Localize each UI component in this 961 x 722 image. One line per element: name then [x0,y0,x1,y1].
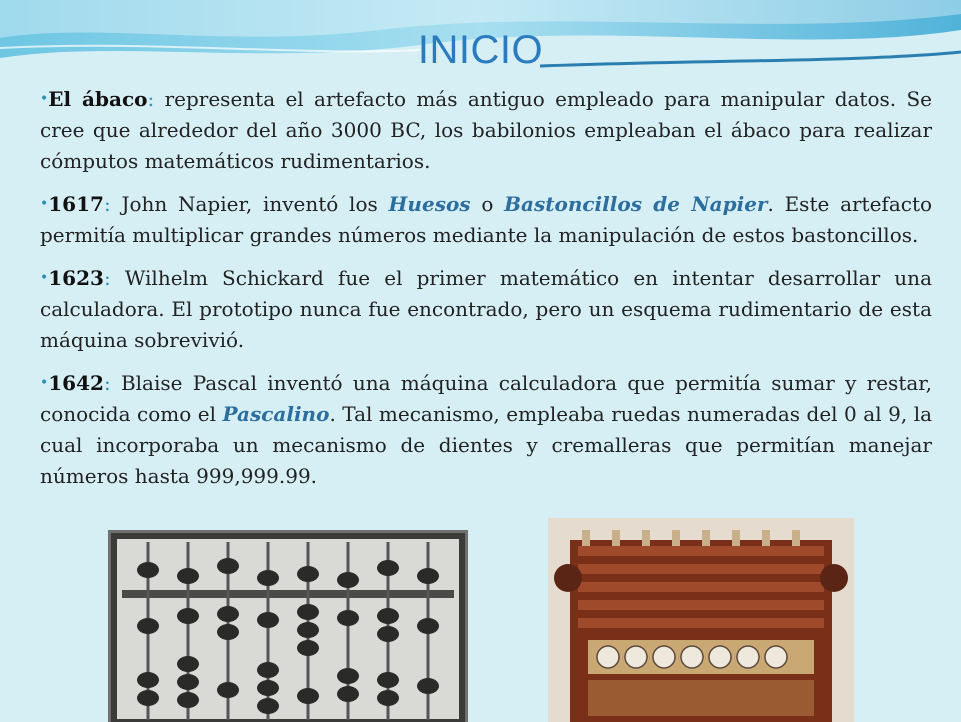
bullet-icon: • [40,270,49,286]
bullet-text: John Napier, inventó los [121,192,378,216]
bullet-emphasis: Pascalino [222,402,330,426]
bullet-text: representa el artefacto más antiguo empleado para manipular datos. Se cree que alrededor del año 3000 BC, los babilonios empleaban el ábaco para realizar cómputos matemáticos rudimentarios. [40,87,932,173]
bullet-1617: •1617: John Napier, inventó los Huesos o Bastoncillos de Napier. Este artefacto permitía multiplicar grandes números mediante la manipulación de estos bastoncillos. [40,192,933,247]
bullet-icon: • [40,91,49,107]
bullet-text: o [481,192,494,216]
bullet-1642: •1642: Blaise Pascal inventó una máquina calculadora que permitía sumar y restar, conocida como el Pascalino. Tal mecanismo, empleaba ruedas numeradas del 0 al 9, la cual incorporaba un mecanismo de dientes y cremalleras que permitían manejar números hasta 999,999.99. [40,371,933,488]
abacus-photo [108,530,468,722]
pascaline-photo [548,518,854,722]
bullet-lead: 1617 [48,192,104,216]
bullet-text: . Este artefacto permitía multiplicar grandes números mediante la manipulación de estos bastoncillos. [40,192,933,247]
bullet-list [40,84,932,504]
bullet-lead: 1642 [48,371,104,395]
bullet-emphasis: Huesos [388,192,471,216]
bullet-icon: • [40,375,49,391]
bullet-lead: 1623 [48,266,104,290]
bullet-text: Wilhelm Schickard fue el primer matemático en intentar desarrollar una calculadora. El prototipo nunca fue encontrado, pero un esquema rudimentario de esta máquina sobrevivió. [40,266,932,352]
slide-title: INICIO [417,28,544,72]
bullet-1623: •1623: Wilhelm Schickard fue el primer matemático en intentar desarrollar una calculadora. El prototipo nunca fue encontrado, pero un esquema rudimentario de esta máquina sobrevivió. [40,266,932,352]
bullet-abaco: •El ábaco: representa el artefacto más antiguo empleado para manipular datos. Se cree que alrededor del año 3000 BC, los babilonios empleaban el ábaco para realizar cómputos matemáticos rudimentarios. [40,87,932,173]
bullet-text: Blaise Pascal inventó una máquina calculadora que permitía sumar y restar, conocida como el [40,371,932,426]
bullet-text: . Tal mecanismo, empleaba ruedas numeradas del 0 al 9, la cual incorporaba un mecanismo de dientes y cremalleras que permitían manejar números hasta 999,999.99. [40,402,933,488]
bullet-emphasis: Bastoncillos de Napier [504,192,768,216]
bullet-lead: El ábaco [48,87,148,111]
bullet-icon: • [40,196,49,212]
